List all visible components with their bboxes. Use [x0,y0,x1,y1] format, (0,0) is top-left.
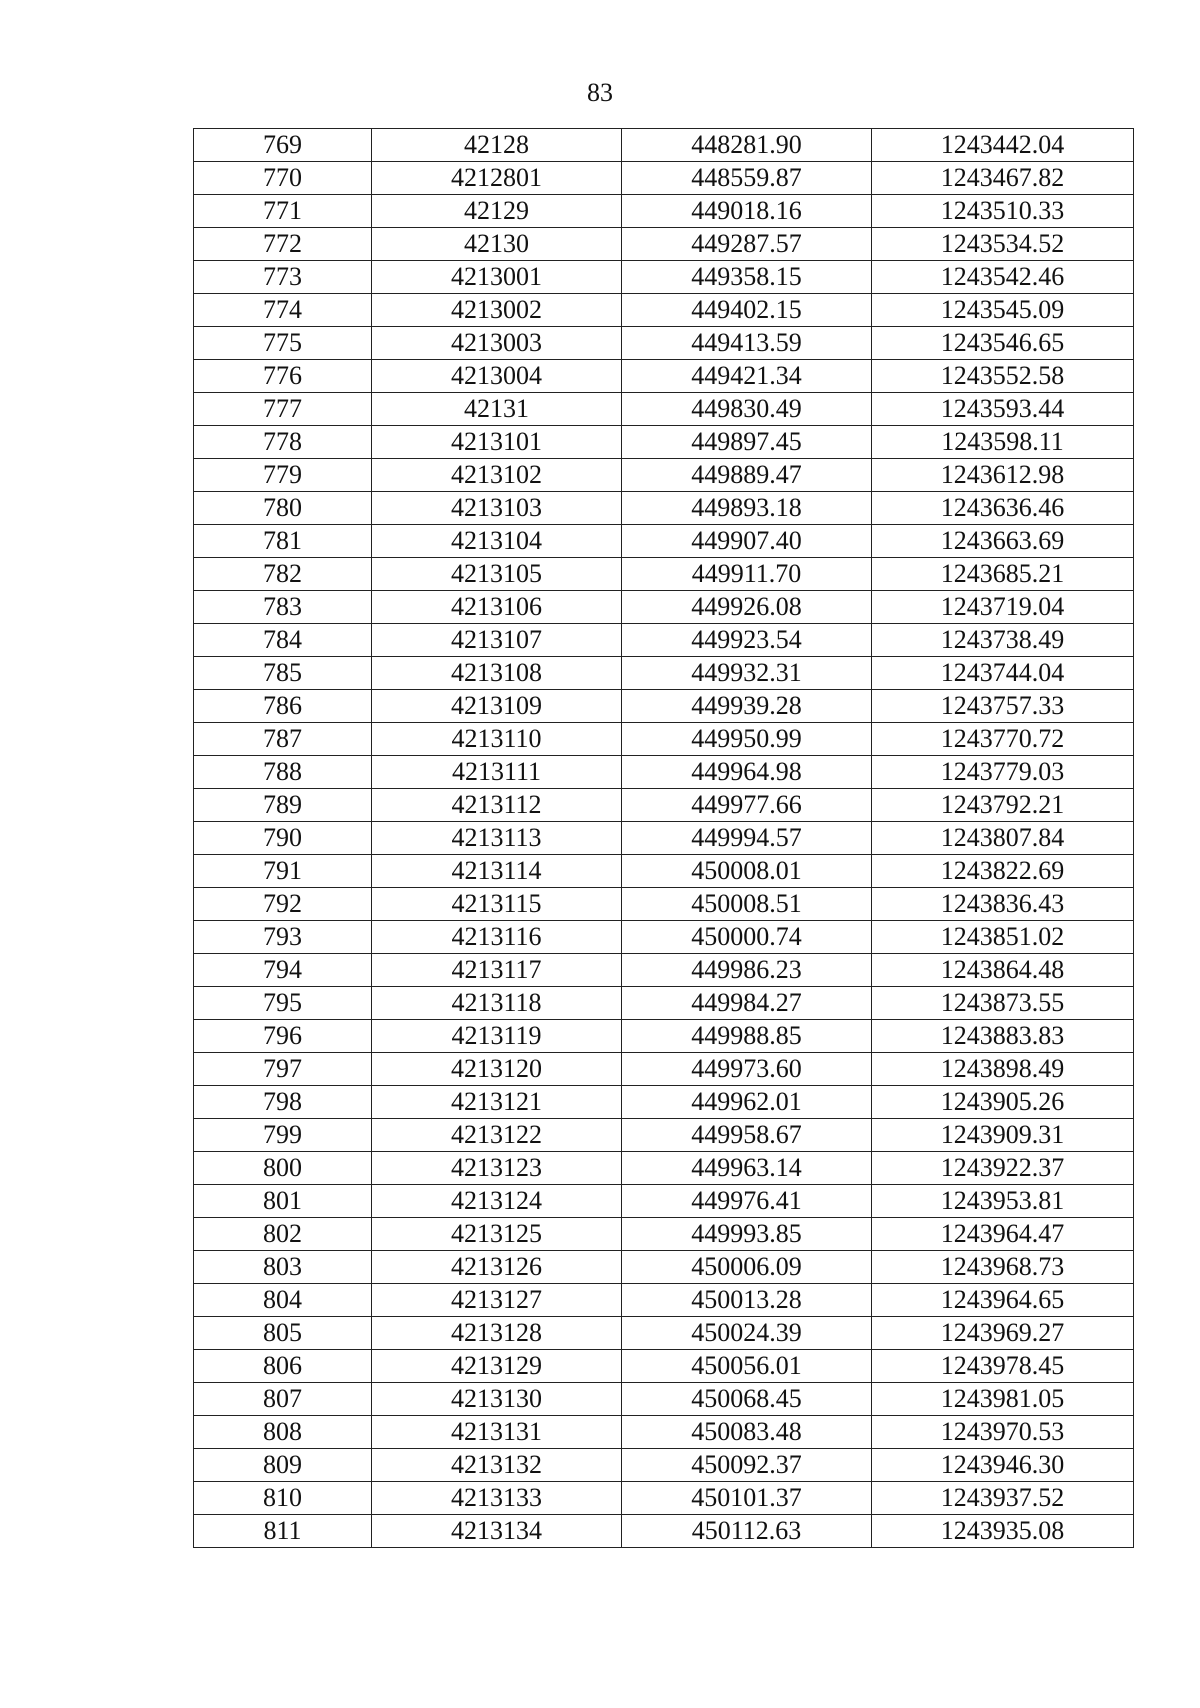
x-coordinate-cell: 450068.45 [622,1383,872,1416]
y-coordinate-cell: 1243612.98 [872,459,1134,492]
y-coordinate-cell: 1243851.02 [872,921,1134,954]
y-coordinate-cell: 1243534.52 [872,228,1134,261]
row-number-cell: 794 [194,954,372,987]
y-coordinate-cell: 1243770.72 [872,723,1134,756]
y-coordinate-cell: 1243719.04 [872,591,1134,624]
row-number-cell: 806 [194,1350,372,1383]
point-id-cell: 4213126 [372,1251,622,1284]
table-row [194,756,1134,789]
x-coordinate-cell: 449018.16 [622,195,872,228]
table-row [194,1482,1134,1515]
row-number-cell: 769 [194,129,372,162]
point-id-cell: 4213129 [372,1350,622,1383]
table-row [194,525,1134,558]
y-coordinate-cell: 1243738.49 [872,624,1134,657]
point-id-cell: 4213114 [372,855,622,888]
row-number-cell: 782 [194,558,372,591]
point-id-cell: 4213119 [372,1020,622,1053]
table-row [194,954,1134,987]
point-id-cell: 4213127 [372,1284,622,1317]
x-coordinate-cell: 449973.60 [622,1053,872,1086]
y-coordinate-cell: 1243598.11 [872,426,1134,459]
table-row [194,657,1134,690]
table-row [194,1086,1134,1119]
y-coordinate-cell: 1243946.30 [872,1449,1134,1482]
point-id-cell: 4213109 [372,690,622,723]
y-coordinate-cell: 1243905.26 [872,1086,1134,1119]
table-row [194,195,1134,228]
x-coordinate-cell: 449907.40 [622,525,872,558]
row-number-cell: 775 [194,327,372,360]
point-id-cell: 4213134 [372,1515,622,1548]
x-coordinate-cell: 449358.15 [622,261,872,294]
x-coordinate-cell: 450024.39 [622,1317,872,1350]
point-id-cell: 4213123 [372,1152,622,1185]
x-coordinate-cell: 449932.31 [622,657,872,690]
table-row [194,492,1134,525]
table-row [194,327,1134,360]
row-number-cell: 779 [194,459,372,492]
point-id-cell: 4213111 [372,756,622,789]
row-number-cell: 772 [194,228,372,261]
x-coordinate-cell: 449958.67 [622,1119,872,1152]
y-coordinate-cell: 1243757.33 [872,690,1134,723]
point-id-cell: 42129 [372,195,622,228]
table-row [194,459,1134,492]
point-id-cell: 4213104 [372,525,622,558]
table-row [194,690,1134,723]
coordinates-table-container [193,128,1133,1548]
row-number-cell: 810 [194,1482,372,1515]
y-coordinate-cell: 1243953.81 [872,1185,1134,1218]
table-row [194,1152,1134,1185]
table-row [194,1020,1134,1053]
table-row [194,1416,1134,1449]
x-coordinate-cell: 449939.28 [622,690,872,723]
x-coordinate-cell: 449977.66 [622,789,872,822]
table-row [194,987,1134,1020]
row-number-cell: 796 [194,1020,372,1053]
coordinates-table [193,128,1134,1548]
table-row [194,1350,1134,1383]
table-row [194,921,1134,954]
table-row [194,1317,1134,1350]
table-row [194,1053,1134,1086]
point-id-cell: 4213113 [372,822,622,855]
table-row [194,1119,1134,1152]
x-coordinate-cell: 449964.98 [622,756,872,789]
y-coordinate-cell: 1243964.47 [872,1218,1134,1251]
point-id-cell: 4213001 [372,261,622,294]
point-id-cell: 4213107 [372,624,622,657]
x-coordinate-cell: 450112.63 [622,1515,872,1548]
table-row [194,1218,1134,1251]
x-coordinate-cell: 450013.28 [622,1284,872,1317]
y-coordinate-cell: 1243792.21 [872,789,1134,822]
x-coordinate-cell: 449897.45 [622,426,872,459]
row-number-cell: 789 [194,789,372,822]
row-number-cell: 787 [194,723,372,756]
x-coordinate-cell: 448281.90 [622,129,872,162]
table-row [194,591,1134,624]
table-row [194,129,1134,162]
table-row [194,1251,1134,1284]
table-row [194,426,1134,459]
y-coordinate-cell: 1243981.05 [872,1383,1134,1416]
row-number-cell: 805 [194,1317,372,1350]
x-coordinate-cell: 449988.85 [622,1020,872,1053]
row-number-cell: 808 [194,1416,372,1449]
table-row [194,294,1134,327]
row-number-cell: 770 [194,162,372,195]
row-number-cell: 776 [194,360,372,393]
y-coordinate-cell: 1243442.04 [872,129,1134,162]
x-coordinate-cell: 449986.23 [622,954,872,987]
point-id-cell: 4213133 [372,1482,622,1515]
y-coordinate-cell: 1243744.04 [872,657,1134,690]
row-number-cell: 811 [194,1515,372,1548]
point-id-cell: 4213132 [372,1449,622,1482]
x-coordinate-cell: 449421.34 [622,360,872,393]
row-number-cell: 774 [194,294,372,327]
point-id-cell: 42131 [372,393,622,426]
point-id-cell: 4213116 [372,921,622,954]
table-row [194,360,1134,393]
row-number-cell: 807 [194,1383,372,1416]
row-number-cell: 780 [194,492,372,525]
row-number-cell: 773 [194,261,372,294]
x-coordinate-cell: 449963.14 [622,1152,872,1185]
point-id-cell: 4213118 [372,987,622,1020]
y-coordinate-cell: 1243545.09 [872,294,1134,327]
point-id-cell: 4213110 [372,723,622,756]
table-row [194,558,1134,591]
row-number-cell: 778 [194,426,372,459]
table-row [194,228,1134,261]
point-id-cell: 4213003 [372,327,622,360]
y-coordinate-cell: 1243935.08 [872,1515,1134,1548]
table-row [194,822,1134,855]
x-coordinate-cell: 449926.08 [622,591,872,624]
point-id-cell: 4213120 [372,1053,622,1086]
y-coordinate-cell: 1243968.73 [872,1251,1134,1284]
y-coordinate-cell: 1243937.52 [872,1482,1134,1515]
table-row [194,261,1134,294]
point-id-cell: 4213122 [372,1119,622,1152]
row-number-cell: 798 [194,1086,372,1119]
y-coordinate-cell: 1243922.37 [872,1152,1134,1185]
row-number-cell: 786 [194,690,372,723]
table-row [194,162,1134,195]
y-coordinate-cell: 1243636.46 [872,492,1134,525]
row-number-cell: 799 [194,1119,372,1152]
point-id-cell: 4213105 [372,558,622,591]
point-id-cell: 4213121 [372,1086,622,1119]
row-number-cell: 771 [194,195,372,228]
table-row [194,1515,1134,1548]
point-id-cell: 4213124 [372,1185,622,1218]
x-coordinate-cell: 449994.57 [622,822,872,855]
x-coordinate-cell: 450083.48 [622,1416,872,1449]
x-coordinate-cell: 448559.87 [622,162,872,195]
row-number-cell: 784 [194,624,372,657]
row-number-cell: 802 [194,1218,372,1251]
y-coordinate-cell: 1243546.65 [872,327,1134,360]
x-coordinate-cell: 449950.99 [622,723,872,756]
table-row [194,1383,1134,1416]
x-coordinate-cell: 449402.15 [622,294,872,327]
y-coordinate-cell: 1243542.46 [872,261,1134,294]
x-coordinate-cell: 449976.41 [622,1185,872,1218]
table-row [194,1284,1134,1317]
y-coordinate-cell: 1243873.55 [872,987,1134,1020]
x-coordinate-cell: 450000.74 [622,921,872,954]
y-coordinate-cell: 1243822.69 [872,855,1134,888]
y-coordinate-cell: 1243898.49 [872,1053,1134,1086]
y-coordinate-cell: 1243883.83 [872,1020,1134,1053]
row-number-cell: 792 [194,888,372,921]
row-number-cell: 797 [194,1053,372,1086]
y-coordinate-cell: 1243909.31 [872,1119,1134,1152]
row-number-cell: 803 [194,1251,372,1284]
y-coordinate-cell: 1243510.33 [872,195,1134,228]
table-row [194,723,1134,756]
y-coordinate-cell: 1243807.84 [872,822,1134,855]
y-coordinate-cell: 1243685.21 [872,558,1134,591]
row-number-cell: 788 [194,756,372,789]
point-id-cell: 42128 [372,129,622,162]
x-coordinate-cell: 450006.09 [622,1251,872,1284]
row-number-cell: 793 [194,921,372,954]
y-coordinate-cell: 1243467.82 [872,162,1134,195]
point-id-cell: 4213130 [372,1383,622,1416]
point-id-cell: 4213131 [372,1416,622,1449]
y-coordinate-cell: 1243969.27 [872,1317,1134,1350]
table-row [194,624,1134,657]
x-coordinate-cell: 450101.37 [622,1482,872,1515]
point-id-cell: 4212801 [372,162,622,195]
row-number-cell: 781 [194,525,372,558]
row-number-cell: 790 [194,822,372,855]
x-coordinate-cell: 449830.49 [622,393,872,426]
x-coordinate-cell: 449287.57 [622,228,872,261]
y-coordinate-cell: 1243836.43 [872,888,1134,921]
y-coordinate-cell: 1243864.48 [872,954,1134,987]
y-coordinate-cell: 1243964.65 [872,1284,1134,1317]
row-number-cell: 801 [194,1185,372,1218]
x-coordinate-cell: 450008.01 [622,855,872,888]
table-body [194,129,1134,1548]
y-coordinate-cell: 1243978.45 [872,1350,1134,1383]
point-id-cell: 4213125 [372,1218,622,1251]
point-id-cell: 4213112 [372,789,622,822]
point-id-cell: 4213102 [372,459,622,492]
x-coordinate-cell: 450056.01 [622,1350,872,1383]
row-number-cell: 791 [194,855,372,888]
point-id-cell: 4213002 [372,294,622,327]
row-number-cell: 795 [194,987,372,1020]
point-id-cell: 4213108 [372,657,622,690]
row-number-cell: 783 [194,591,372,624]
y-coordinate-cell: 1243552.58 [872,360,1134,393]
y-coordinate-cell: 1243593.44 [872,393,1134,426]
table-row [194,393,1134,426]
point-id-cell: 42130 [372,228,622,261]
x-coordinate-cell: 449923.54 [622,624,872,657]
row-number-cell: 804 [194,1284,372,1317]
x-coordinate-cell: 449962.01 [622,1086,872,1119]
x-coordinate-cell: 450092.37 [622,1449,872,1482]
point-id-cell: 4213101 [372,426,622,459]
page-number: 83 [587,78,613,107]
point-id-cell: 4213128 [372,1317,622,1350]
table-row [194,789,1134,822]
x-coordinate-cell: 449911.70 [622,558,872,591]
row-number-cell: 800 [194,1152,372,1185]
point-id-cell: 4213115 [372,888,622,921]
x-coordinate-cell: 449893.18 [622,492,872,525]
y-coordinate-cell: 1243663.69 [872,525,1134,558]
row-number-cell: 809 [194,1449,372,1482]
x-coordinate-cell: 449993.85 [622,1218,872,1251]
table-row [194,888,1134,921]
table-row [194,855,1134,888]
point-id-cell: 4213117 [372,954,622,987]
point-id-cell: 4213106 [372,591,622,624]
y-coordinate-cell: 1243779.03 [872,756,1134,789]
point-id-cell: 4213004 [372,360,622,393]
table-row [194,1185,1134,1218]
point-id-cell: 4213103 [372,492,622,525]
table-row [194,1449,1134,1482]
row-number-cell: 785 [194,657,372,690]
x-coordinate-cell: 449984.27 [622,987,872,1020]
x-coordinate-cell: 449889.47 [622,459,872,492]
x-coordinate-cell: 450008.51 [622,888,872,921]
y-coordinate-cell: 1243970.53 [872,1416,1134,1449]
x-coordinate-cell: 449413.59 [622,327,872,360]
row-number-cell: 777 [194,393,372,426]
